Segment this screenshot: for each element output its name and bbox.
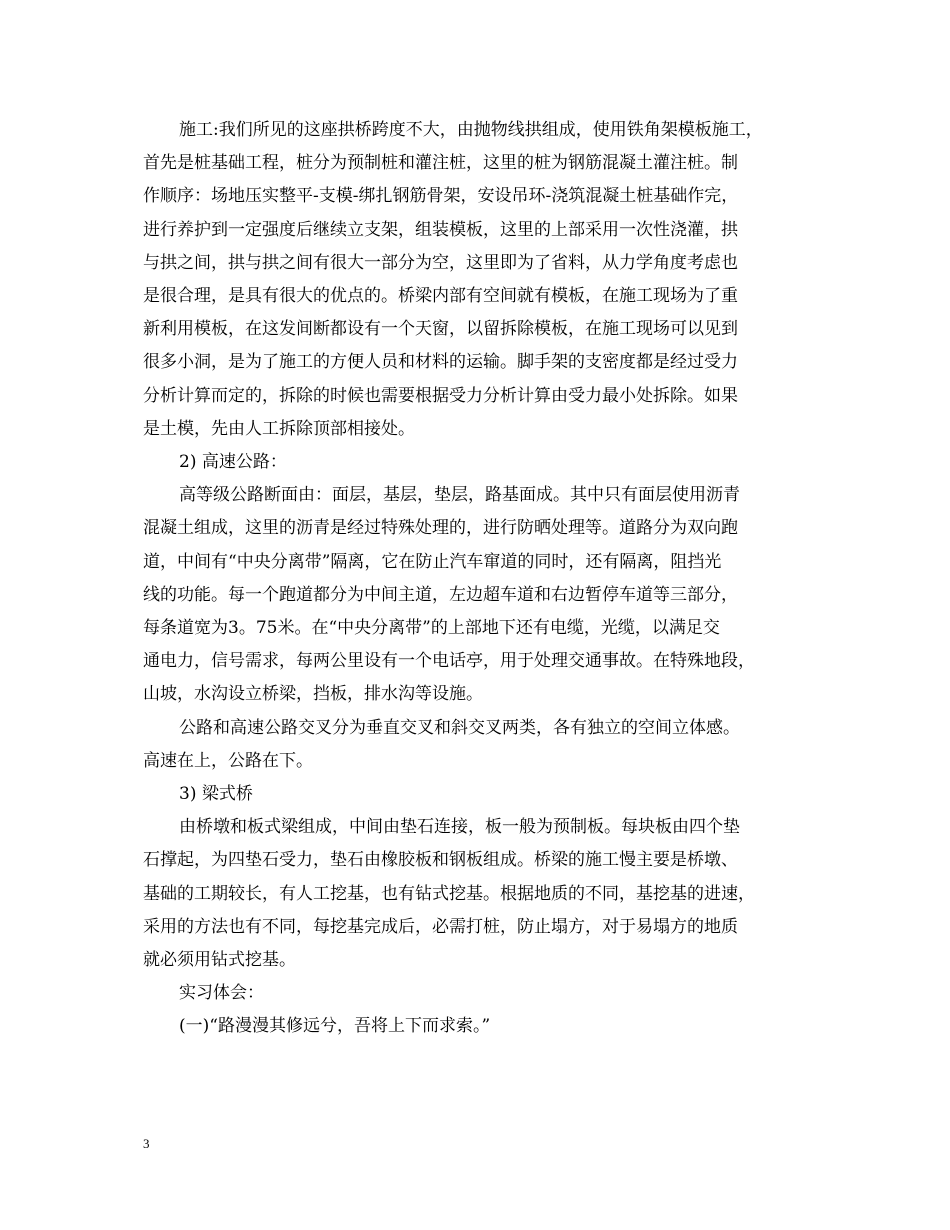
text-line: 高等级公路断面由：面层，基层，垫层，路基面成。其中只有面层使用沥青: [179, 485, 740, 506]
text-line: 通电力，信号需求，每两公里设有一个电话亭，用于处理交通事故。在特殊地段，: [143, 651, 755, 672]
text-line: 与拱之间，拱与拱之间有很大一部分为空，这里即为了省料，从力学角度考虑也: [143, 252, 738, 273]
section-heading-beam-bridge: [143, 778, 823, 811]
page-number: 3: [143, 1136, 150, 1151]
text-line: 很多小洞，是为了施工的方便人员和材料的运输。脚手架的支密度都是经过受力: [143, 352, 738, 373]
text-line: 2) 高速公路：: [179, 452, 287, 473]
section-heading-reflection: [143, 977, 823, 1010]
text-line: 线的功能。每一个跑道都分为中间主道，左边超车道和右边暂停车道等三部分，: [143, 584, 738, 605]
text-line: (一)“路漫漫其修远兮，吾将上下而求索。”: [179, 1016, 491, 1037]
text-line: 公路和高速公路交叉分为垂直交叉和斜交叉两类，各有独立的空间立体感。: [179, 717, 740, 738]
section-heading-highway: [143, 446, 823, 479]
text-line: 施工:我们所见的这座拱桥跨度不大，由抛物线拱组成，使用铁角架模板施工，: [179, 120, 763, 140]
text-line: 3) 梁式桥: [179, 784, 253, 805]
text-line: 山坡，水沟设立桥梁，挡板，排水沟等设施。: [143, 684, 483, 705]
document-body: [143, 114, 823, 1044]
text-line: 每条道宽为3。75米。在“中央分离带”的上部地下还有电缆，光缆，以满足交: [143, 618, 720, 639]
paragraph-intersection: [143, 712, 823, 778]
text-line: 进行养护到一定强度后继续立支架，组装模板，这里的上部采用一次性浇灌，拱: [143, 219, 738, 240]
text-line: 采用的方法也有不同，每挖基完成后，必需打桩，防止塌方，对于易塌方的地质: [143, 916, 738, 937]
text-line: 是很合理，是具有很大的优点的。桥梁内部有空间就有模板，在施工现场为了重: [143, 286, 738, 307]
text-line: 就必须用钻式挖基。: [143, 950, 296, 971]
text-line: 道，中间有“中央分离带”隔离，它在防止汽车窜道的同时，还有隔离，阻挡光: [143, 551, 722, 572]
text-line: 新利用模板，在这发间断都设有一个天窗，以留拆除模板，在施工现场可以见到: [143, 319, 738, 340]
paragraph-construction: [143, 114, 823, 446]
text-line: 作顺序：场地压实整平-支模-绑扎钢筋骨架，安设吊环-浇筑混凝土桩基础作完，: [143, 186, 739, 207]
text-line: 基础的工期较长，有人工挖基，也有钻式挖基。根据地质的不同，基挖基的进速，: [143, 883, 755, 904]
paragraph-quote: [143, 1010, 823, 1043]
text-line: 混凝土组成，这里的沥青是经过特殊处理的，进行防晒处理等。道路分为双向跑: [143, 518, 738, 539]
text-line: 是土模，先由人工拆除顶部相接处。: [143, 418, 415, 439]
text-line: 实习体会：: [179, 983, 264, 1004]
text-line: 分析计算而定的，拆除的时候也需要根据受力分析计算由受力最小处拆除。如果: [143, 385, 738, 406]
text-line: 首先是桩基础工程，桩分为预制桩和灌注桩，这里的桩为钢筋混凝土灌注桩。制: [143, 153, 738, 174]
text-line: 高速在上，公路在下。: [143, 750, 313, 771]
paragraph-highway: [143, 479, 823, 711]
text-line: 由桥墩和板式梁组成，中间由垫石连接，板一般为预制板。每块板由四个垫: [179, 817, 740, 838]
paragraph-beam-bridge: [143, 811, 823, 977]
text-line: 石撑起，为四垫石受力，垫石由橡胶板和钢板组成。桥梁的施工慢主要是桥墩、: [143, 850, 738, 871]
